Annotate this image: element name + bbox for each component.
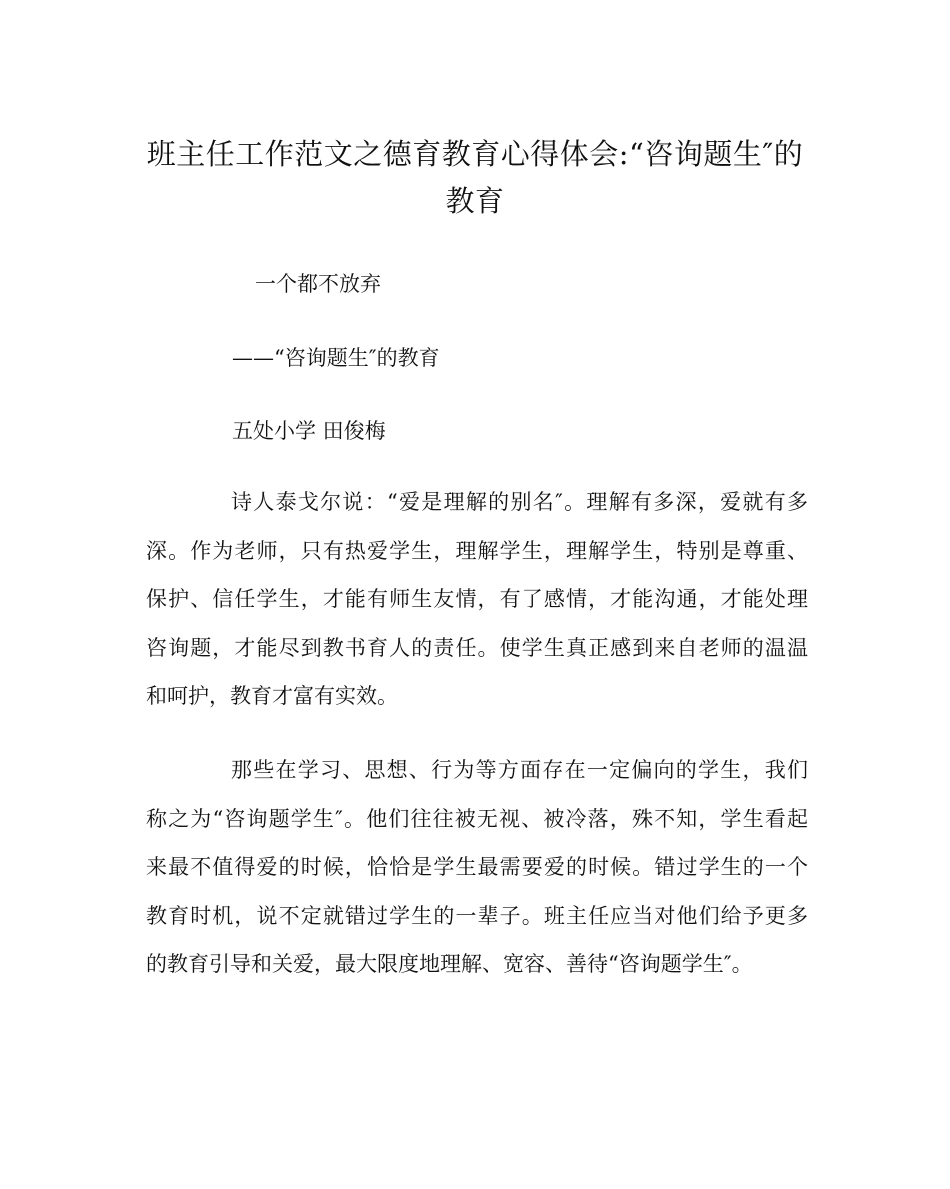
paragraph-line: 那些在学习、思想、行为等方面存在一定偏向的学生，我们	[231, 758, 808, 782]
paragraph-line: 深。作为老师，只有热爱学生，理解学生，理解学生，特别是尊重、	[146, 538, 808, 563]
author-line: 五处小学 田俊梅	[232, 419, 386, 443]
paragraph-line: 咨询题，才能尽到教书育人的责任。使学生真正感到来自老师的温温	[146, 635, 808, 660]
paragraph-line: 保护、信任学生，才能有师生友情，有了感情，才能沟通，才能处理	[146, 587, 808, 611]
paragraph-1	[146, 488, 808, 731]
paragraph-line: 教育时机，说不定就错过学生的一辈子。班主任应当对他们给予更多	[146, 903, 808, 928]
paragraph-line: 诗人泰戈尔说：“爱是理解的别名″。理解有多深，爱就有多	[231, 490, 808, 514]
paragraph-line: 来最不值得爱的时候，恰恰是学生最需要爱的时候。错过学生的一个	[146, 855, 808, 879]
subheading: ——“咨询题生″的教育	[232, 346, 440, 370]
paragraph-line: 称之为“咨询题学生″。他们往往被无视、被冷落，殊不知，学生看起	[146, 806, 808, 831]
paragraph-line: 和呵护，教育才富有实效。	[146, 684, 398, 708]
paragraph-2	[146, 756, 808, 999]
subtitle: 一个都不放弃	[255, 272, 381, 296]
paragraph-line: 的教育引导和关爱，最大限度地理解、宽容、善待“咨询题学生″。	[146, 952, 753, 976]
document-title-line-1: 班主任工作范文之德育教育心得体会:“咨询题生″的	[146, 137, 804, 171]
document-title-line-2: 教育	[445, 184, 505, 218]
